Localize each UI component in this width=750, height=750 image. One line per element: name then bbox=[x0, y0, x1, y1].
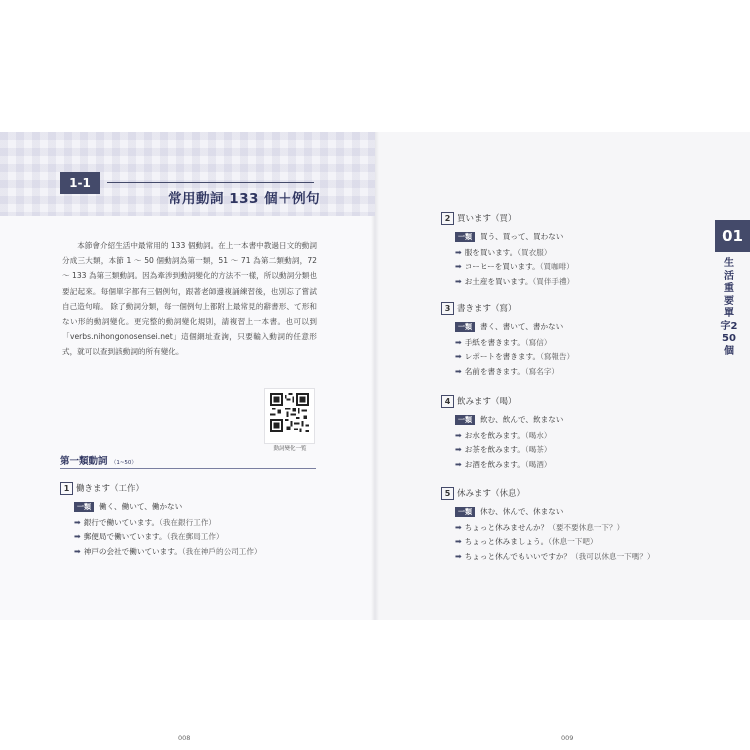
example-jp: お水を飲みます。 bbox=[464, 430, 525, 440]
example-jp: ちょっと休みませんか？ bbox=[464, 522, 549, 532]
example-zh: （寫信） bbox=[524, 337, 552, 347]
verb-forms: 書く、書いて、書かない bbox=[480, 322, 564, 331]
intro-paragraph bbox=[62, 238, 317, 360]
arrow-right-icon: ➡ bbox=[455, 352, 462, 361]
verb-entry-1 bbox=[60, 482, 262, 557]
arrow-right-icon: ➡ bbox=[455, 445, 462, 454]
verb-forms: 働く、働いて、働かない bbox=[99, 502, 183, 511]
qr-code[interactable] bbox=[265, 389, 314, 443]
verb-meaning: （寫） bbox=[491, 304, 517, 314]
example-zh: （買咖啡） bbox=[539, 262, 574, 271]
verb-number: 3 bbox=[441, 302, 454, 315]
arrow-right-icon: ➡ bbox=[455, 337, 462, 347]
arrow-right-icon: ➡ bbox=[455, 366, 462, 376]
verb-heading bbox=[441, 302, 574, 316]
example-jp: 手紙を書きます。 bbox=[464, 337, 525, 347]
example-jp: 郵便局で働いています。 bbox=[83, 532, 167, 541]
example-row bbox=[455, 430, 563, 441]
verb-heading bbox=[441, 395, 563, 409]
example-jp: ちょっと休みましょう。 bbox=[464, 537, 549, 546]
example-jp: ちょっと休んでもいいですか？ bbox=[464, 551, 572, 561]
verb-word: 飲みます bbox=[457, 397, 492, 407]
example-zh: （買衣服） bbox=[517, 247, 552, 257]
category-range: （1~50） bbox=[110, 460, 137, 466]
verb-forms-row bbox=[455, 321, 574, 333]
example-row bbox=[455, 551, 655, 562]
example-zh: （我可以休息一下嗎？） bbox=[571, 551, 655, 561]
example-jp: 銀行で働いています。 bbox=[83, 517, 160, 527]
category-heading bbox=[60, 453, 137, 467]
example-zh: （我在銀行工作） bbox=[159, 517, 216, 527]
arrow-right-icon: ➡ bbox=[455, 537, 462, 546]
arrow-right-icon: ➡ bbox=[455, 459, 462, 469]
example-row bbox=[455, 261, 574, 272]
verb-meaning: （買） bbox=[491, 214, 517, 224]
example-row bbox=[455, 366, 574, 377]
verb-number: 5 bbox=[441, 487, 454, 500]
verb-forms-row bbox=[455, 506, 655, 518]
example-jp: お茶を飲みます。 bbox=[464, 445, 525, 454]
group-badge: 一類 bbox=[455, 415, 475, 425]
example-row bbox=[455, 459, 563, 470]
qr-code-icon bbox=[270, 393, 309, 432]
book-spread bbox=[0, 132, 750, 742]
example-row bbox=[455, 276, 574, 287]
verb-meaning: （休息） bbox=[491, 489, 526, 499]
example-row bbox=[74, 546, 262, 557]
category-title: 第一類動詞 bbox=[60, 456, 108, 467]
example-zh: （寫名字） bbox=[524, 366, 560, 376]
intro-text: 本節會介紹生活中最常用的 133 個動詞。在上一本書中教過日文的動詞分成三大類，本節 1 ～ 50 個動詞為第一類，51 ～ 71 為第二類動詞，72 ～ 133 為第三類動詞。因為牽涉到動詞變化的方法不一樣，所以動詞分類也要記起來。每個單字都有三個例句，跟著老師邊複誦練習後，也別忘了嘗試自己造句唷。 除了動詞分類，每一個例句上都附上最常見的辭書形、て形和ない形的動詞變化。更完整的動詞變化規則，請複習上一本書。也可以到「verbs.nihongonosensei.net」這個網址查詢，只要輸入動詞的任意形式，就可以查到該動詞的所有變化。 bbox=[62, 241, 317, 357]
verb-forms: 飲む、飲んで、飲まない bbox=[480, 415, 564, 424]
example-jp: お酒を飲みます。 bbox=[464, 459, 525, 469]
verb-meaning: （工作） bbox=[110, 484, 145, 494]
section-badge: 1-1 bbox=[60, 172, 100, 194]
example-zh: （我在神戶的公司工作） bbox=[181, 546, 262, 556]
example-zh: （寫報告） bbox=[540, 352, 575, 361]
group-badge: 一類 bbox=[455, 322, 475, 332]
chapter-tab-title: 生活重要單字250個 bbox=[720, 258, 738, 357]
example-zh: （喝水） bbox=[524, 430, 552, 440]
group-badge: 一類 bbox=[455, 507, 475, 517]
arrow-right-icon: ➡ bbox=[455, 430, 462, 440]
group-badge: 一類 bbox=[455, 232, 475, 242]
verb-heading bbox=[441, 487, 655, 501]
verb-meaning: （喝） bbox=[491, 397, 517, 407]
arrow-right-icon: ➡ bbox=[74, 546, 81, 556]
verb-number: 1 bbox=[60, 482, 73, 495]
verb-number: 2 bbox=[441, 212, 454, 225]
example-jp: お土産を買います。 bbox=[464, 276, 533, 286]
chapter-title: 常用動詞 133 個＋例句 bbox=[168, 191, 321, 207]
chapter-tab-number[interactable]: 01 bbox=[715, 220, 750, 252]
verb-forms-row bbox=[455, 231, 574, 243]
verb-forms-row bbox=[455, 414, 563, 426]
arrow-right-icon: ➡ bbox=[455, 522, 462, 532]
example-zh: （買伴手禮） bbox=[532, 276, 575, 286]
category-rule bbox=[60, 468, 316, 469]
arrow-right-icon: ➡ bbox=[74, 532, 81, 541]
verb-heading bbox=[60, 482, 262, 496]
arrow-right-icon: ➡ bbox=[455, 247, 462, 257]
example-row bbox=[455, 351, 574, 362]
example-jp: 名前を書きます。 bbox=[464, 366, 525, 376]
example-zh: （喝茶） bbox=[524, 445, 552, 454]
arrow-right-icon: ➡ bbox=[74, 517, 81, 527]
example-jp: コーヒーを買います。 bbox=[464, 262, 540, 271]
verb-word: 休みます bbox=[457, 489, 492, 499]
example-jp: レポートを書きます。 bbox=[464, 352, 541, 361]
verb-forms-row bbox=[74, 501, 262, 513]
verb-word: 書きます bbox=[457, 304, 492, 314]
example-zh: （要不要休息一下？） bbox=[548, 522, 625, 532]
example-row bbox=[455, 522, 655, 533]
verb-entry-2 bbox=[441, 212, 574, 287]
example-jp: 服を買います。 bbox=[464, 247, 518, 257]
arrow-right-icon: ➡ bbox=[455, 262, 462, 271]
verb-entry-4 bbox=[441, 395, 563, 470]
verb-forms: 休む、休んで、休まない bbox=[480, 507, 564, 516]
arrow-right-icon: ➡ bbox=[455, 551, 462, 561]
example-zh: （我在郵局工作） bbox=[166, 532, 224, 541]
example-row bbox=[455, 337, 574, 348]
example-row bbox=[74, 517, 262, 528]
example-zh: （休息一下吧） bbox=[548, 537, 598, 546]
verb-heading bbox=[441, 212, 574, 226]
verb-word: 働きます bbox=[76, 484, 111, 494]
group-badge: 一類 bbox=[74, 502, 94, 512]
verb-word: 買います bbox=[457, 214, 492, 224]
verb-entry-5 bbox=[441, 487, 655, 562]
verb-number: 4 bbox=[441, 395, 454, 408]
example-row bbox=[74, 531, 262, 542]
left-page-number: 008 bbox=[178, 734, 191, 742]
example-row bbox=[455, 247, 574, 258]
qr-caption: 動詞變化一覧 bbox=[273, 446, 307, 452]
example-row bbox=[455, 536, 655, 547]
verb-forms: 買う、買って、買わない bbox=[480, 232, 564, 241]
right-page-number: 009 bbox=[561, 734, 574, 742]
example-zh: （喝酒） bbox=[524, 459, 552, 469]
example-jp: 神戸の会社で働いています。 bbox=[83, 546, 182, 556]
section-rule bbox=[107, 182, 314, 183]
arrow-right-icon: ➡ bbox=[455, 276, 462, 286]
verb-entry-3 bbox=[441, 302, 574, 377]
example-row bbox=[455, 444, 563, 455]
